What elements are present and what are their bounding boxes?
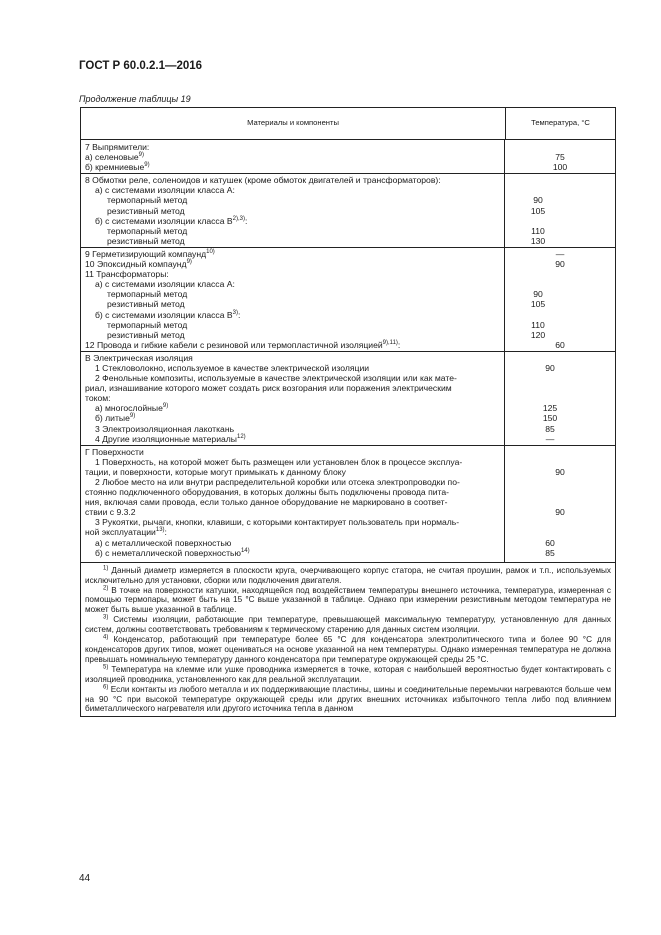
- temperature-value: 150: [542, 413, 558, 424]
- footnote: [85, 665, 611, 685]
- row-label: риал, изнашивание которого может создать риск возгорания или поражения электрическим: [85, 383, 452, 394]
- table-row: [85, 175, 501, 185]
- footnote-ref: 3): [232, 309, 238, 316]
- footnote-marker: 1): [103, 565, 109, 572]
- standard-code: ГОСТ Р 60.0.2.1—2016: [79, 60, 203, 72]
- table-row: [85, 447, 501, 457]
- table-row: [85, 142, 501, 152]
- table-row: [85, 403, 558, 414]
- footnote-ref: 12): [236, 433, 246, 440]
- row-label: б) с системами изоляции класса В: [95, 309, 233, 320]
- footnote-text: Температура на клемме или ушке проводника измеряется в точке, которая с наибольшей вероятностью будет контактировать с изоляцией проводника, установленного как для реальной эксплуатации.: [85, 664, 611, 684]
- row-label: 2 Фенольные композиты, используемые в качестве электрической изоляции или как мате-: [95, 373, 457, 384]
- table-row: [85, 310, 501, 320]
- temperature-value: 85: [545, 423, 555, 434]
- temperature-value: 110: [531, 225, 545, 236]
- row-label: 9 Герметизирующий компаунд: [85, 248, 207, 259]
- table-row: [85, 547, 555, 558]
- table-row: [85, 185, 501, 195]
- temperature-value: 60: [545, 537, 555, 548]
- table-row: [85, 195, 543, 206]
- row-label: б) кремниевые: [85, 162, 145, 173]
- table-row: [85, 162, 568, 173]
- temperature-value: 105: [530, 205, 546, 216]
- footnote: [85, 635, 611, 665]
- table-continuation-label: Продолжение таблицы 19: [79, 94, 191, 104]
- row-label: 2 Любое место на или внутри распределительной коробки или отсека электропроводки по-: [95, 477, 460, 487]
- footnote: [85, 685, 611, 715]
- table-row: [85, 259, 565, 270]
- footnote-ref: 9): [186, 259, 192, 266]
- table-row: [85, 373, 501, 383]
- page-number: 44: [79, 873, 91, 884]
- table-row: [85, 319, 545, 330]
- footnote-ref: 13): [155, 527, 165, 534]
- column-header-temperature: Температура, °С: [531, 118, 590, 128]
- table-row: [85, 205, 546, 216]
- footnote: [85, 566, 611, 586]
- temperature-value: 90: [555, 507, 565, 518]
- temperature-table: [80, 107, 616, 717]
- temperature-value: 120: [530, 329, 546, 340]
- row-label: ной эксплуатации: [85, 527, 156, 538]
- footnote-ref: 9): [162, 403, 169, 410]
- row-label: резистивный метод: [107, 299, 185, 310]
- row-label: Г Поверхности: [85, 446, 144, 457]
- table-row: [85, 329, 546, 340]
- row-label-suffix: :: [164, 527, 167, 538]
- row-label: стоянно подключенного оборудования, в которых должны быть подключены провода пита-: [85, 487, 450, 498]
- footnote-marker: 4): [103, 634, 109, 641]
- table-row: [85, 353, 501, 363]
- row-label: а) многослойные: [95, 403, 163, 414]
- row-label: 1 Поверхность, на которой может быть размещен или установлен блок в процессе эксплуа-: [95, 456, 463, 467]
- table-row: [85, 362, 555, 373]
- row-label: б) литые: [95, 413, 130, 424]
- table-row: [85, 433, 555, 444]
- table-row: [85, 152, 565, 163]
- table-row: [85, 235, 546, 246]
- row-label: 8 Обмотки реле, соленоидов и катушек (кроме обмоток двигателей и трансформаторов):: [85, 175, 441, 186]
- row-label: б) с неметаллической поверхностью: [95, 547, 241, 558]
- table-row: [85, 216, 501, 226]
- temperature-value: 125: [542, 403, 558, 414]
- row-label: а) с системами изоляции класса А:: [95, 185, 235, 196]
- temperature-value: 90: [533, 195, 543, 206]
- footnote: [85, 615, 611, 635]
- row-label: резистивный метод: [107, 329, 185, 340]
- row-label: тации, и поверхности, которые могут примыкать к данному блоку: [85, 466, 346, 477]
- temperature-value: 75: [555, 152, 565, 163]
- row-label: термопарный метод: [107, 289, 188, 300]
- row-label: 3 Электроизоляционная лакоткань: [95, 423, 235, 434]
- footnote-marker: 2): [103, 584, 109, 591]
- table-row: [85, 269, 501, 279]
- row-label: резистивный метод: [107, 235, 185, 246]
- row-label: 11 Трансформаторы:: [85, 269, 169, 280]
- row-label-suffix: :: [244, 215, 248, 226]
- footnote-marker: 6): [103, 683, 109, 690]
- table-body: [81, 140, 615, 562]
- row-label: ствии с 9.3.2: [85, 507, 136, 518]
- table-row: [85, 487, 501, 497]
- temperature-value: 90: [545, 362, 555, 373]
- table-row: [85, 477, 501, 487]
- row-label: 10 Эпоксидный компаунд: [85, 259, 187, 270]
- row-label: а) селеновые: [85, 152, 139, 163]
- row-label-suffix: :: [237, 309, 241, 320]
- table-row: [85, 339, 565, 350]
- row-label: 4 Другие изоляционные материалы: [95, 433, 237, 444]
- table-header: [81, 108, 615, 140]
- table-row: [85, 383, 501, 393]
- row-label: б) с системами изоляции класса В: [95, 215, 233, 226]
- table-row: [85, 517, 501, 527]
- row-label: 1 Стекловолокно, используемое в качестве электрической изоляции: [95, 362, 370, 373]
- footnote-marker: 5): [103, 664, 109, 671]
- table-row: [85, 279, 501, 289]
- table-row: [85, 423, 555, 434]
- temperature-value: 85: [545, 547, 555, 558]
- temperature-value: 110: [531, 319, 545, 330]
- table-row: [85, 299, 546, 310]
- footnote-text: Данный диаметр измеряется в плоскости круга, очерчивающего корпус статора, не считая проушин, рамок и т.п., используемых исключительно для установки, сборки или подключения двигателя.: [85, 565, 611, 585]
- row-label: резистивный метод: [107, 205, 185, 216]
- table-row: [85, 457, 501, 467]
- row-label: а) с металлической поверхностью: [95, 537, 232, 548]
- footnote-ref: 9): [138, 152, 145, 159]
- table-row: [85, 393, 501, 403]
- table-row: [85, 527, 501, 537]
- row-label: 3 Рукоятки, рычаги, кнопки, клавиши, с которыми контактирует пользователь при нормаль-: [95, 517, 460, 528]
- table-row: [85, 537, 555, 548]
- table-row: [85, 413, 558, 424]
- table-row: [85, 497, 501, 507]
- row-label: током:: [85, 393, 111, 404]
- footnote-ref: 14): [240, 547, 250, 554]
- footnote-text: Системы изоляции, работающие при температуре, превышающей максимальную температуру, установленную для данных систем, должны соответствовать требованиям к термическому старению для данных систем изоляции.: [85, 615, 611, 635]
- footnote-ref: 9): [129, 413, 136, 420]
- temperature-value: —: [545, 433, 555, 444]
- temperature-value: 105: [530, 299, 546, 310]
- row-label: 7 Выпрямители:: [85, 142, 150, 152]
- table-row: [85, 466, 565, 477]
- temperature-value: —: [555, 248, 565, 259]
- temperature-value: 130: [530, 235, 546, 246]
- temperature-value: 90: [533, 289, 543, 300]
- row-label: ния, включая сами провода, если только данное оборудование не маркировано в соответ-: [85, 497, 448, 508]
- row-label-suffix: :: [397, 339, 401, 350]
- temperature-value: 90: [555, 259, 565, 270]
- row-label: а) с системами изоляции класса А:: [95, 279, 235, 290]
- table-row: [85, 225, 545, 236]
- footnote-marker: 3): [103, 614, 109, 621]
- footnote-ref: 10): [206, 249, 215, 256]
- table-row: [85, 507, 565, 518]
- footnote: [85, 586, 611, 616]
- column-header-materials: Материалы и компоненты: [81, 108, 506, 139]
- footnote-ref: 9),11): [382, 339, 398, 346]
- table-row: [85, 289, 543, 300]
- table-footnotes: [81, 562, 615, 717]
- temperature-value: 90: [555, 466, 565, 477]
- temperature-value: 100: [552, 162, 568, 173]
- footnote-text: Если контакты из любого металла и их поддерживающие пластины, шины и соединительные перемычки нагреваются больше чем на 90 °С при высокой температуре окружающей среды или других внешних источниках избыточного тепла либо под влиянием биметаллического нагревателя или другого источника тепла в данном: [85, 684, 611, 714]
- row-label: термопарный метод: [107, 195, 188, 206]
- table-row: [85, 248, 565, 259]
- footnote-ref: 2),3): [232, 215, 245, 222]
- footnote-ref: 9): [144, 162, 150, 169]
- temperature-value: 60: [555, 339, 565, 350]
- row-label: В Электрическая изоляция: [85, 352, 193, 363]
- footnote-text: В точке на поверхности катушки, находящейся под воздействием температуры внешнего источника, температура, измеренная с помощью термопары, может быть на 15 °С выше указанной в таблице. Однако при измерении резистивным методом температура не может быть выше указанной в таблице.: [85, 585, 611, 615]
- footnote-text: Конденсатор, работающий при температуре более 65 °С для конденсатора электролитического типа и более 90 °С для конденсаторов других типов, может оцениваться на основе указанной на нем температуры. Однако измеренная температура не должна превышать номинальную температуру данного конденсатора при температуре окружающей среды 25 °С.: [85, 635, 611, 664]
- row-label: термопарный метод: [107, 225, 188, 236]
- row-label: 12 Провода и гибкие кабели с резиновой или термопластичной изоляцией: [85, 339, 383, 350]
- table-rows: [81, 140, 568, 562]
- row-label: термопарный метод: [107, 319, 188, 330]
